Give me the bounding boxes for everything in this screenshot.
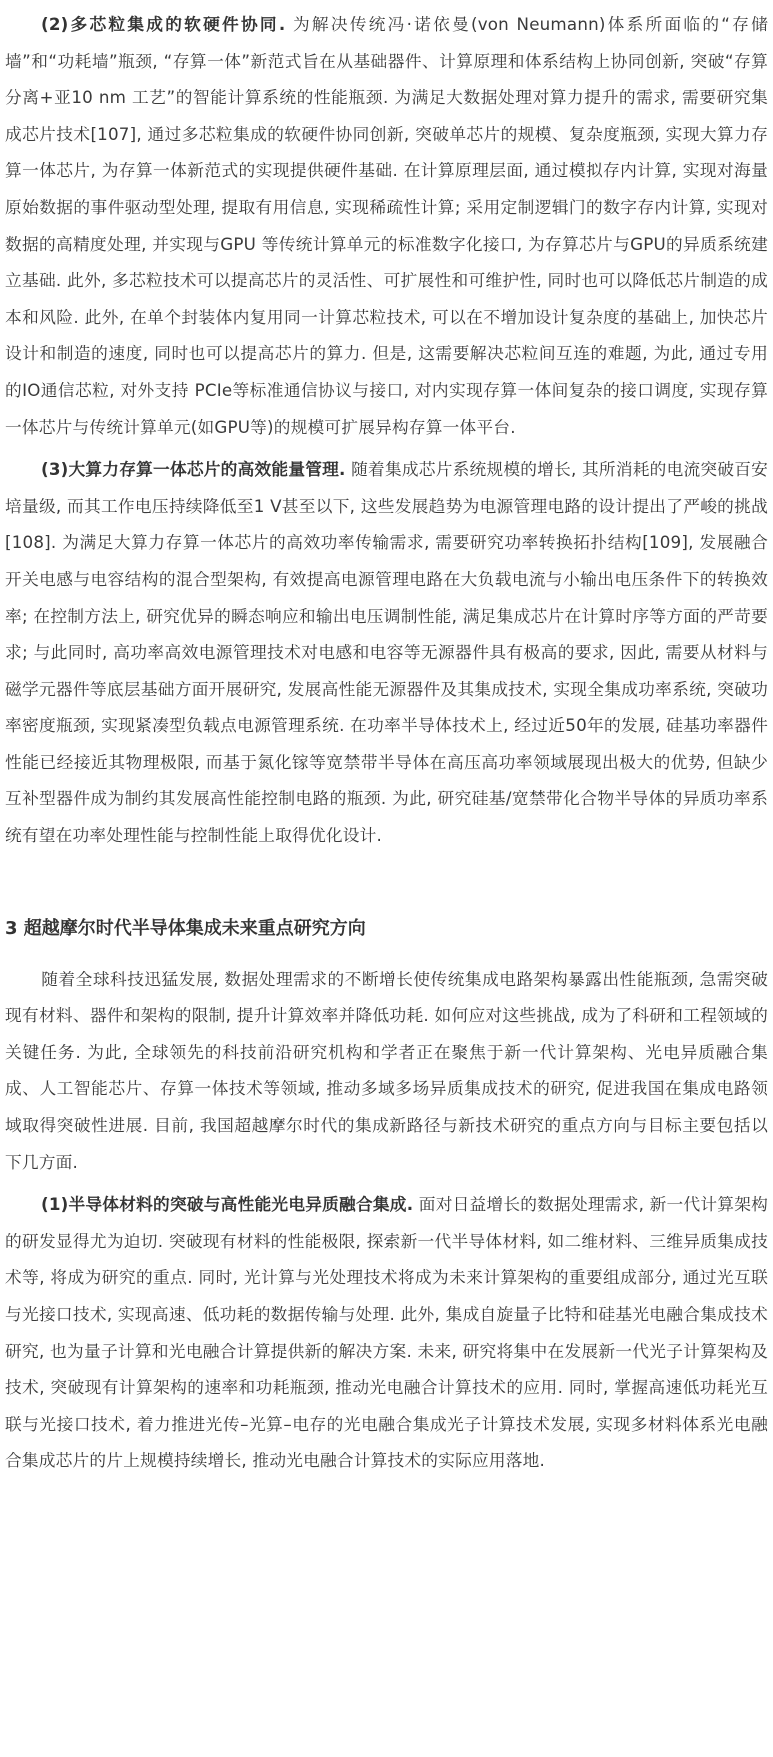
paragraph-energy-management (5, 451, 768, 854)
paragraph-chiplet-hw-sw-codesign (5, 6, 768, 445)
paragraph-section-intro (5, 961, 768, 1181)
paragraph-lead-title: (1)半导体材料的突破与高性能光电异质融合集成. (41, 1194, 414, 1215)
section-heading: 3 超越摩尔时代半导体集成未来重点研究方向 (5, 917, 366, 939)
paragraph-body: 面对日益增长的数据处理需求, 新一代计算架构的研发显得尤为迫切. 突破现有材料的性能极限, 探索新一代半导体材料, 如二维材料、三维异质集成技术等, 将成为研究的重点. 同时, 光计算与光处理技术将成为未来计算架构的重要组成部分, 通过光互联与光接口技术, 实现高速、低功耗的数据传输与处理. 此外, 集成自旋量子比特和硅基光电融合集成技术研究, 也为量子计算和光电融合计算提供新的解决方案. 未来, 研究将集中在发展新一代光子计算架构及技术, 突破现有计算架构的速率和功耗瓶颈, 推动光电融合计算技术的应用. 同时, 掌握高速低功耗光互联与光接口技术, 着力推进光传–光算–电存的光电融合集成光子计算技术发展, 实现多材料体系光电融合集成芯片的片上规模持续增长, 推动光电融合计算技术的实际应用落地. (5, 1194, 768, 1471)
paragraph-optoelectronic-integration (5, 1186, 768, 1479)
paragraph-body: 为解决传统冯·诺依曼(von Neumann)体系所面临的“存储墙”和“功耗墙”瓶颈, “存算一体”新范式旨在从基础器件、计算原理和体系结构上协同创新, 突破“存算分离+亚10 nm 工艺”的智能计算系统的性能瓶颈. 为满足大数据处理对算力提升的需求, 需要研究集成芯片技术[107], 通过多芯粒集成的软硬件协同创新, 突破单芯片的规模、复杂度瓶颈, 实现大算力存算一体芯片, 为存算一体新范式的实现提供硬件基础. 在计算原理层面, 通过模拟存内计算, 实现对海量原始数据的事件驱动型处理, 提取有用信息, 实现稀疏性计算; 采用定制逻辑门的数字存内计算, 实现对数据的高精度处理, 并实现与GPU 等传统计算单元的标准数字化接口, 为存算芯片与GPU的异质系统建立基础. 此外, 多芯粒技术可以提高芯片的灵活性、可扩展性和可维护性, 同时也可以降低芯片制造的成本和风险. 此外, 在单个封装体内复用同一计算芯粒技术, 可以在不增加设计复杂度的基础上, 加快芯片设计和制造的速度, 同时也可以提高芯片的算力. 但是, 这需要解决芯粒间互连的难题, 为此, 通过专用的IO通信芯粒, 对外支持 PCIe等标准通信协议与接口, 对内实现存算一体间复杂的接口调度, 实现存算一体芯片与传统计算单元(如GPU等)的规模可扩展异构存算一体平台. (5, 14, 768, 437)
paragraph-body: 随着集成芯片系统规模的增长, 其所消耗的电流突破百安培量级, 而其工作电压持续降低至1 V甚至以下, 这些发展趋势为电源管理电路的设计提出了严峻的挑战[108]. 为满足大算力存算一体芯片的高效功率传输需求, 需要研究功率转换拓扑结构[109], 发展融合开关电感与电容结构的混合型架构, 有效提高电源管理电路在大负载电流与小输出电压条件下的转换效率; 在控制方法上, 研究优异的瞬态响应和输出电压调制性能, 满足集成芯片在计算时序等方面的严苛要求; 与此同时, 高功率高效电源管理技术对电感和电容等无源器件具有极高的要求, 因此, 需要从材料与磁学元器件等底层基础方面开展研究, 发展高性能无源器件及其集成技术, 实现全集成功率系统, 突破功率密度瓶颈, 实现紧凑型负载点电源管理系统. 在功率半导体技术上, 经过近50年的发展, 硅基功率器件性能已经接近其物理极限, 而基于氮化镓等宽禁带半导体在高压高功率领域展现出极大的优势, 但缺少互补型器件成为制约其发展高性能控制电路的瓶颈. 为此, 研究硅基/宽禁带化合物半导体的异质功率系统有望在功率处理性能与控制性能上取得优化设计. (5, 459, 769, 846)
document-page (5, 6, 768, 1481)
paragraph-lead-title: (2)多芯粒集成的软硬件协同. (41, 14, 286, 34)
paragraph-lead-title: (3)大算力存算一体芯片的高效能量管理. (41, 459, 346, 480)
paragraph-body: 随着全球科技迅猛发展, 数据处理需求的不断增长使传统集成电路架构暴露出性能瓶颈, 急需突破现有材料、器件和架构的限制, 提升计算效率并降低功耗. 如何应对这些挑战, 成为了科研和工程领域的关键任务. 为此, 全球领先的科技前沿研究机构和学者正在聚焦于新一代计算架构、光电异质融合集成、人工智能芯片、存算一体技术等领域, 推动多域多场异质集成技术的研究, 促进我国在集成电路领域取得突破性进展. 目前, 我国超越摩尔时代的集成新路径与新技术研究的重点方向与目标主要包括以下几方面. (5, 968, 768, 1172)
